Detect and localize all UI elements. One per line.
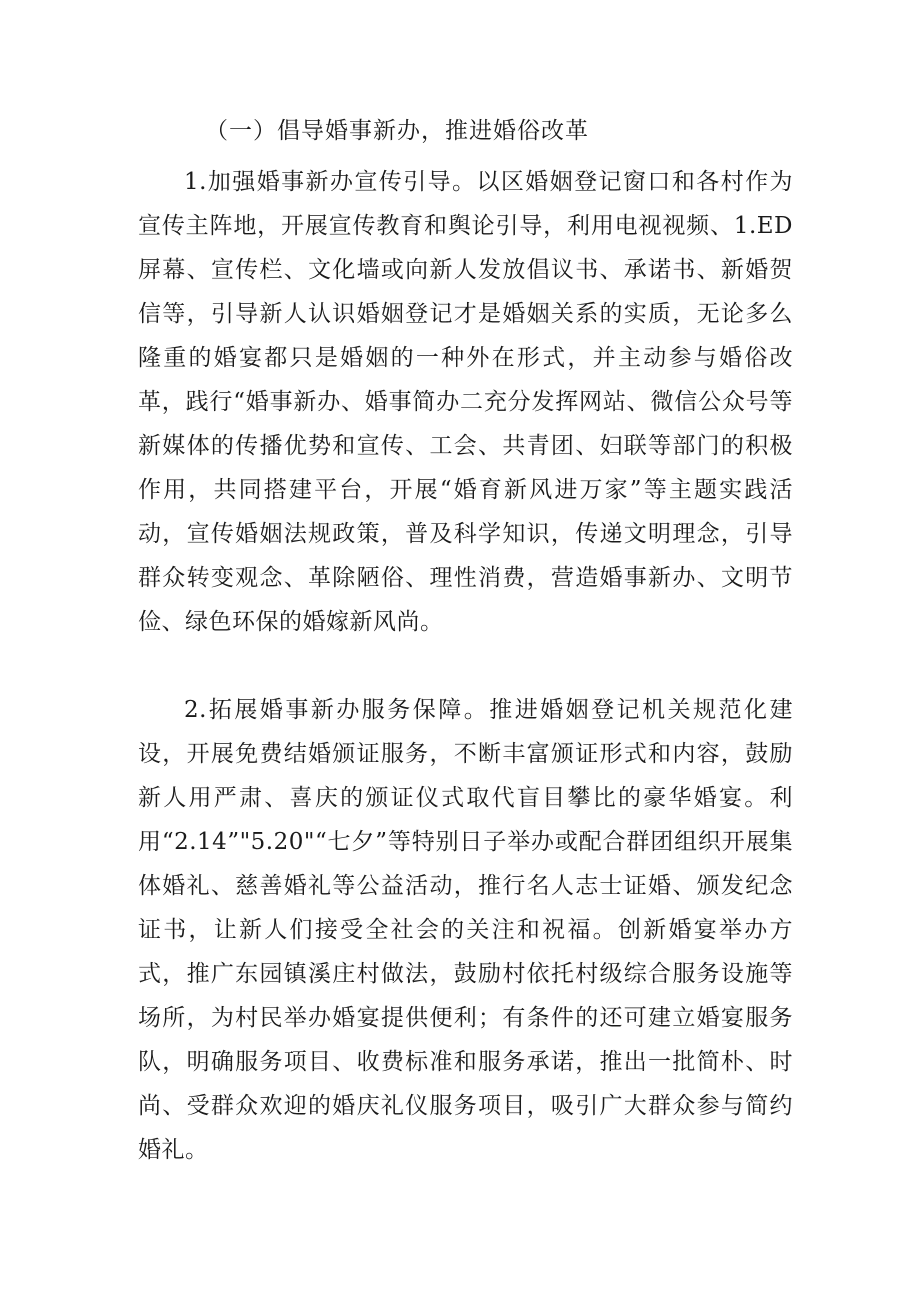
- section-heading: （一）倡导婚事新办，推进婚俗改革: [205, 118, 589, 144]
- paragraph-publicity-guidance: 1.加强婚事新办宣传引导。以区婚姻登记窗口和各村作为宣传主阵地，开展宣传教育和舆论引导，利用电视视频、1.ED屏幕、宣传栏、文化墙或向新人发放倡议书、承诺书、新婚贺信等，引导新人认识婚姻登记才是婚姻关系的实质，无论多么隆重的婚宴都只是婚姻的一种外在形式，并主动参与婚俗改革，践行“婚事新办、婚事简办二充分发挥网站、微信公众号等新媒体的传播优势和宣传、工会、共青团、妇联等部门的积极作用，共同搭建平台，开展“婚育新风进万家”等主题实践活动，宣传婚姻法规政策，普及科学知识，传递文明理念，引导群众转变观念、革除陋俗、理性消费，营造婚事新办、文明节俭、绿色环保的婚嫁新风尚。: [138, 169, 793, 635]
- paragraph-service-guarantee: 2.拓展婚事新办服务保障。推进婚姻登记机关规范化建设，开展免费结婚颁证服务，不断丰富颁证形式和内容，鼓励新人用严肃、喜庆的颁证仪式取代盲目攀比的豪华婚宴。利用“2.14”"5.20"“七夕”等特别日子举办或配合群团组织开展集体婚礼、慈善婚礼等公益活动，推行名人志士证婚、颁发纪念证书，让新人们接受全社会的关注和祝福。创新婚宴举办方式，推广东园镇溪庄村做法，鼓励村依托村级综合服务设施等场所，为村民举办婚宴提供便利；有条件的还可建立婚宴服务队，明确服务项目、收费标准和服务承诺，推出一批简朴、时尚、受群众欢迎的婚庆礼仪服务项目，吸引广大群众参与简约婚礼。: [138, 697, 793, 1163]
